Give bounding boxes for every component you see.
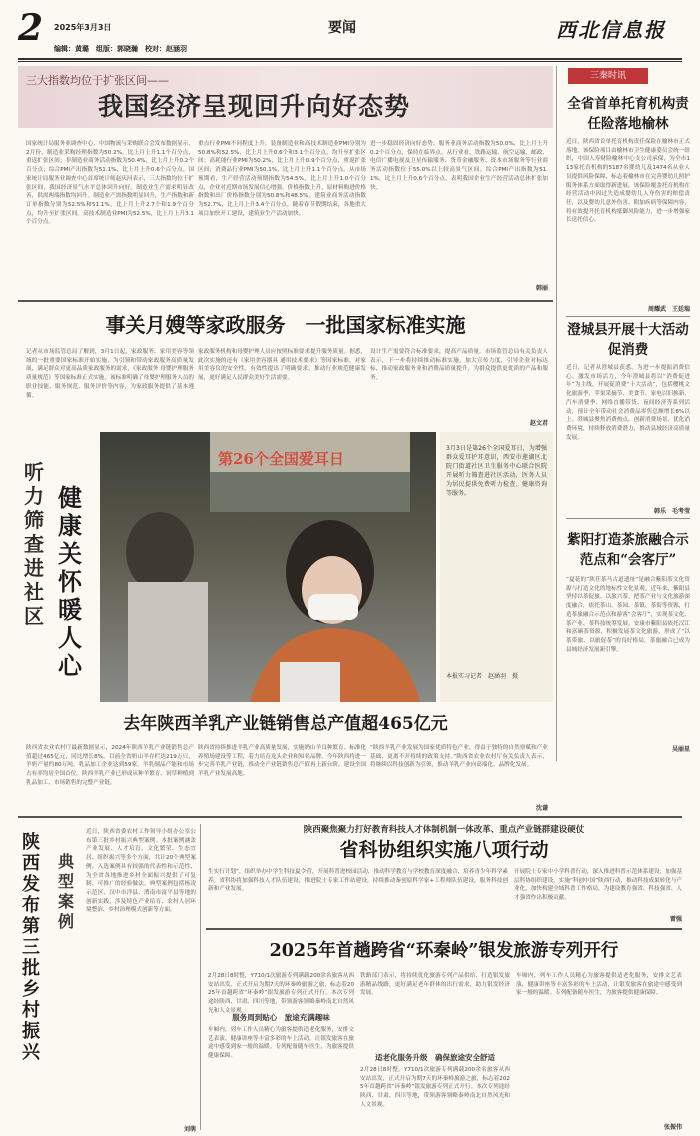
section-title: 要闻	[328, 20, 356, 36]
page-number: 2	[18, 7, 44, 49]
tech-headline: 省科协组织实施八项行动	[339, 839, 549, 861]
column-divider	[556, 66, 557, 761]
tech-body-col1: 生实行计划”，组织举办中学生科技夏令营，开展科普进校园活动，推动科学教育与学校教育深度融合，培养青少年科学素养。省科协将加强科技人才队伍建设，推进院士专家工作站建设，持续推动秦创原科学家+工程师队伍建设，服务科技创新和产业发展。	[208, 869, 508, 893]
sanqin-divider-2	[566, 518, 690, 519]
tech-byline: 雷强	[669, 916, 682, 923]
sanqin-headline-2: 澄城县开展十大活动促消费	[567, 322, 689, 358]
dairy-headline: 去年陕西羊乳产业链销售总产值超465亿元	[123, 714, 448, 734]
paper-logo: 西北信息报	[556, 18, 666, 42]
lead-byline: 韩丽	[535, 285, 548, 292]
service-body-col1: 记者从市场监管总局了解到，3月1日起，家政服务、家用美容等领域的一批重要国家标准开始实施。为引领和带动家政服务高质量发展，满足群众对更高品质家政服务的需求，《家政服务 母婴护理服务质量规范》等国家标准正式实施。该标准明确了母婴护理服务人员的职业技能、服务规范、服务评价等内容，为家政服务提供了基本遵循。	[26, 349, 194, 399]
rural-byline: 刘萌	[183, 1126, 196, 1133]
lead-kicker: 三大指数均位于扩张区间——	[26, 74, 169, 87]
editors-line: 编辑：黄璐 组版：郭晓瀚 校对：赵涵羽	[54, 45, 187, 53]
tech-kicker: 陕西聚焦聚力打好教育科技人才体制机制一体改革、重点产业链群建设硬仗	[303, 825, 585, 835]
sanqin-headline-1: 全省首单托育机构责任险落地榆林	[567, 96, 689, 132]
photo-credit: 本报实习记者 赵涵羽 摄	[446, 673, 519, 680]
photo-caption: 3月3日是第26个全国爱耳日，为增强群众爱耳护耳意识，西安市莲湖区北院门街道社区卫生服务中心联合医院开展听力筛查进社区活动，医务人员为居民提供免费听力检查、健康咨询等服务。	[446, 445, 547, 497]
service-top-rule	[18, 300, 553, 302]
masthead-rule-thick	[18, 58, 682, 60]
photo-caption-box	[440, 432, 553, 702]
photo-banner: 第26个全国爱耳日	[218, 450, 344, 468]
photo-vertical-title: 健康关怀暖人心	[58, 483, 82, 680]
lead-body-col2: 重点行业PMI不同程度上升。装备制造业和高技术制造业PMI分别为50.8%和52.5%，比上月上升0.6个和3.1个百分点，均升至扩张区间；高耗能行业PMI为50.2%，比上月上升0.9个百分点，重返扩张区间；消费品行业PMI为50.1%，比上月上升1.1个百分点。从市场预期看，生产经营活动预期指数为54.5%，比上月上升1.0个百分点，企业对近期市场发展信心增强。价格指数上升，原材料购进价格指数和出厂价格指数分别为50.8%和48.5%。建筑业商务活动指数为52.7%，比上月上升3.4个百分点，随着春节假期结束，各地重大项目加快开工建设，建筑业生产活动加快。	[198, 141, 366, 217]
dairy-body-col3: “陕西羊乳产业发展为国家优质特色产业，得益于独特的自然禀赋和产业基础，更离不开持续的政策支持。”陕西省农业农村厅有关负责人表示，将继续以科技创新为引领，推动羊乳产业向高端化、品牌化发展。	[370, 745, 548, 769]
photo-image	[100, 432, 436, 702]
sanqin-divider-1	[566, 316, 690, 317]
dairy-body-col2: 陕西省持续推进羊乳产业高质量发展，实施奶山羊良种繁育、标准化养殖场建设等工程，着力培育龙头企业和知名品牌。今年陕西将进一步完善羊乳产业链，推动全产业链销售总产值再上新台阶，建设全国羊乳产业发展高地。	[198, 745, 366, 778]
tourism-body-col3: 铁路部门表示，将持续优化旅游专列产品供给，打造银发旅游精品线路，更好满足老年群体的出行需求，助力银发经济发展。	[360, 973, 510, 997]
rural-vertical-main: 陕西发布第三批乡村振兴	[22, 832, 40, 1063]
tourism-subhead-2: 适老化服务升级 确保旅途安全舒适	[375, 1053, 495, 1062]
lead-banner	[18, 66, 553, 128]
sanqin-byline-1: 周耀武 王廷瑞	[647, 306, 690, 313]
sanqin-headline-3: 紫阳打造茶旅融合示范点和“会客厅”	[567, 532, 689, 568]
photo-vertical-title-box	[18, 432, 94, 702]
sanqin-body-3: “夏花的”陕茌茶马古道遗址“是融合紫阳茶文化资源与打造文化的地标性文化景观。近年来，紫阳县坚持以茶促旅、以旅兴茶，把茶产业与文化旅游深度融合，依托茶山、茶园、茶镇、茶街等资源，打造茶旅融合示范点和游客“会客厅”，实现茶文化、茶产业、茶科技统筹发展。安康市紫阳县依托汉江和富硒茶资源，积极发展茶文化旅游，形成了“以茶带旅、以旅促茶”的良好格局，茶旅融合已成为县域经济发展新引擎。	[566, 577, 690, 653]
lead-body-col3: 进一步稳固经济向好态势。服务业商务活动指数为50.0%，比上月上升0.2个百分点，保持在临界点。从行业看，铁路运输、航空运输、邮政、电信广播电视及卫星传输服务、货币金融服务、资本市场服务等行业商务活动指数位于55.0%以上较高景气区间。综合PMI产出指数为51.1%，比上月上升0.6个百分点，表明我国企业生产经营活动总体扩张加快。	[370, 141, 548, 191]
tourism-body-col1: 2月28日8时整，Y710/1次旅游专列满载200余名旅客从西安站出发，正式开启为期7天的环秦岭旅游之旅，标志着2025年首趟跨省“环秦岭”银发旅游专列正式开行。本次专列途经陕西、甘肃、四川等地，带领游客领略秦岭南北自然风光和人文景观。	[208, 973, 354, 1014]
service-headline: 事关月嫂等家政服务 一批国家标准实施	[105, 313, 466, 337]
lead-body-col1: 国家统计局服务业调查中心、中国物流与采购联合会发布数据显示，2月份，制造业采购经理指数为50.2%，比上月上升1.1个百分点，重返扩张区间；非制造业商务活动指数为50.4%，比上月上升0.2个百分点；综合PMI产出指数为51.1%，比上月上升0.6个百分点。国家统计局服务业调查中心首席统计师赵庆河表示，三大指数均位于扩张区间，我国经济景气水平总体回升向好。制造业生产需求明显改善，供需两端指数均回升。制造业产需指数明显回升，生产指数和新订单指数分别为52.5%和51.1%，比上月上升2.7个和1.9个百分点，均升至扩张区间。高技术制造业PMI为52.5%，比上月上升3.1个百分点。	[26, 141, 194, 226]
rural-divider	[200, 824, 201, 1130]
tourism-body-col2: 车厢内，列车工作人员精心为旅客提供适老化服务，安排文艺表演、健康讲座等丰富多彩的车上活动，让银发旅客在旅途中感受到家一般的温暖。专列配备随车医生，为旅客提供健康保障。	[208, 1027, 354, 1060]
tourism-body-col5: 车厢内，列车工作人员精心为旅客提供适老化服务，安排文艺表演、健康讲座等丰富多彩的车上活动，让银发旅客在旅途中感受到家一般的温暖。专列配备随车医生，为旅客提供健康保障。	[516, 973, 682, 997]
tourism-headline: 2025年首趟跨省“环秦岭”银发旅游专列开行	[269, 941, 619, 961]
masthead	[0, 0, 700, 70]
photo-vertical-sub: 听力筛查进社区	[24, 460, 44, 628]
sanqin-tag: 三秦时讯	[568, 68, 648, 84]
photo-scene	[100, 432, 436, 702]
dairy-byline: 沈谦	[535, 805, 548, 812]
tourism-subhead-1: 服务周到贴心 旅途充满趣味	[232, 1013, 330, 1022]
tourism-byline: 张振伟	[663, 1124, 682, 1131]
sanqin-body-1: 近日，陕西省首单托育机构责任保险在榆林市正式落地。该保险项目由榆林市卫生健康委员会统一组织，中国人寿财险榆林中心支公司承保，为全市113家托育机构的5187名婴幼儿及1474名从业人员提供风险保障，标志着榆林市在完善婴幼儿照护服务体系方面取得新进展。该保险覆盖托育机构在经营活动中因过失造成婴幼儿人身伤害的赔偿责任，以及婴幼儿意外伤害、附加疾病等保障内容，将有效提升托育机构抵御风险能力，进一步增强家长送托信心。	[566, 139, 690, 224]
sanqin-body-2: 近日，记者从澄城县获悉，为进一步提振消费信心、激发市场活力，今年澄城县将以“消费促进年”为主线，开展促消费“十大活动”，包括樱桃文化旅游季、苹果采摘节、美食节、家电以旧换新、汽车消费季、网络直播带货、夜间经济等系列活动，预计全年带动社会消费品零售总额增长8%以上。澄城县聚焦消费热点、创新消费场景、优化消费环境，持续释放消费潜力，推动县域经济高质量发展。	[566, 365, 690, 441]
service-body-col2: 家政服务机构和母婴护理人员应按照标准要求提升服务质量。据悉，此次实施的还有《家用美容器具 通用技术要求》等国家标准，对家用美容仪的安全性、有效性提出了明确要求，推动行业规范健康发展，更好满足人民群众美好生活需要。	[198, 349, 366, 382]
lower-section-rule	[18, 816, 682, 818]
dairy-body-col1: 陕西省农业农村厅最新数据显示，2024年陕西羊乳产业链销售总产值超过465亿元，同比增长8%。目前全省奶山羊存栏达219万只，羊奶产量约80万吨，乳品加工企业达到59家，羊乳制品产能和市场占有率均居全国首位。陕西羊乳产业已形成从种羊繁育、饲草种植到乳品加工、市场销售的完整产业链。	[26, 745, 194, 786]
rural-body: 近日，陕西省委农村工作领导小组办公室公布第三批乡村振兴典型案例。本批案例涵盖产业发展、人才培育、文化繁荣、生态宜居、组织振兴等多个方面，共计20个典型案例。入选案例具有较强的代表性和示范性，为全省各地推进乡村全面振兴提供了可复制、可推广的经验做法。典型案例包括杨凌示范区、汉中市洋县、渭南市富平县等地的创新实践，涉及特色产业培育、农村人居环境整治、乡村治理模式创新等方面。	[86, 829, 196, 914]
masthead-rule-thin	[18, 61, 682, 62]
service-body-col3: 设计生产需要符合标准要求，提高产品质量。市场监管总局有关负责人表示，下一步将持续推动标准实施，加大宣传力度，引导企业对标达标，推动家政服务业和消费品质量提升，为群众提供更优质的产品和服务。	[370, 349, 548, 382]
tourism-body-col4: 2月28日8时整，Y710/1次旅游专列满载200余名旅客从西安站出发，正式开启为期7天的环秦岭旅游之旅，标志着2025年首趟跨省“环秦岭”银发旅游专列正式开行。本次专列途经陕西、甘肃、四川等地，带领游客领略秦岭南北自然风光和人文景观。	[360, 1067, 510, 1108]
issue-date: 2025年3月3日	[54, 23, 112, 32]
sanqin-byline-2: 韩乐 毛考莹	[653, 508, 690, 515]
sanqin-byline-3: 吴丽星	[671, 746, 690, 753]
service-byline: 赵文君	[529, 420, 548, 427]
tech-body-col2: 开展院士专家中小学科普行动，深入推进科普示范体系建设，加强基层科协组织建设，实施“科创中国”陕西行动，推动科技成果转化与产业化，加快构建全域科普工作格局，为建设教育强省、科技强省、人才强省作出积极贡献。	[514, 869, 683, 902]
rural-vertical-sub: 典型案例	[58, 852, 75, 931]
lead-headline: 我国经济呈现回升向好态势	[98, 92, 411, 121]
tourism-top-rule	[206, 928, 682, 930]
